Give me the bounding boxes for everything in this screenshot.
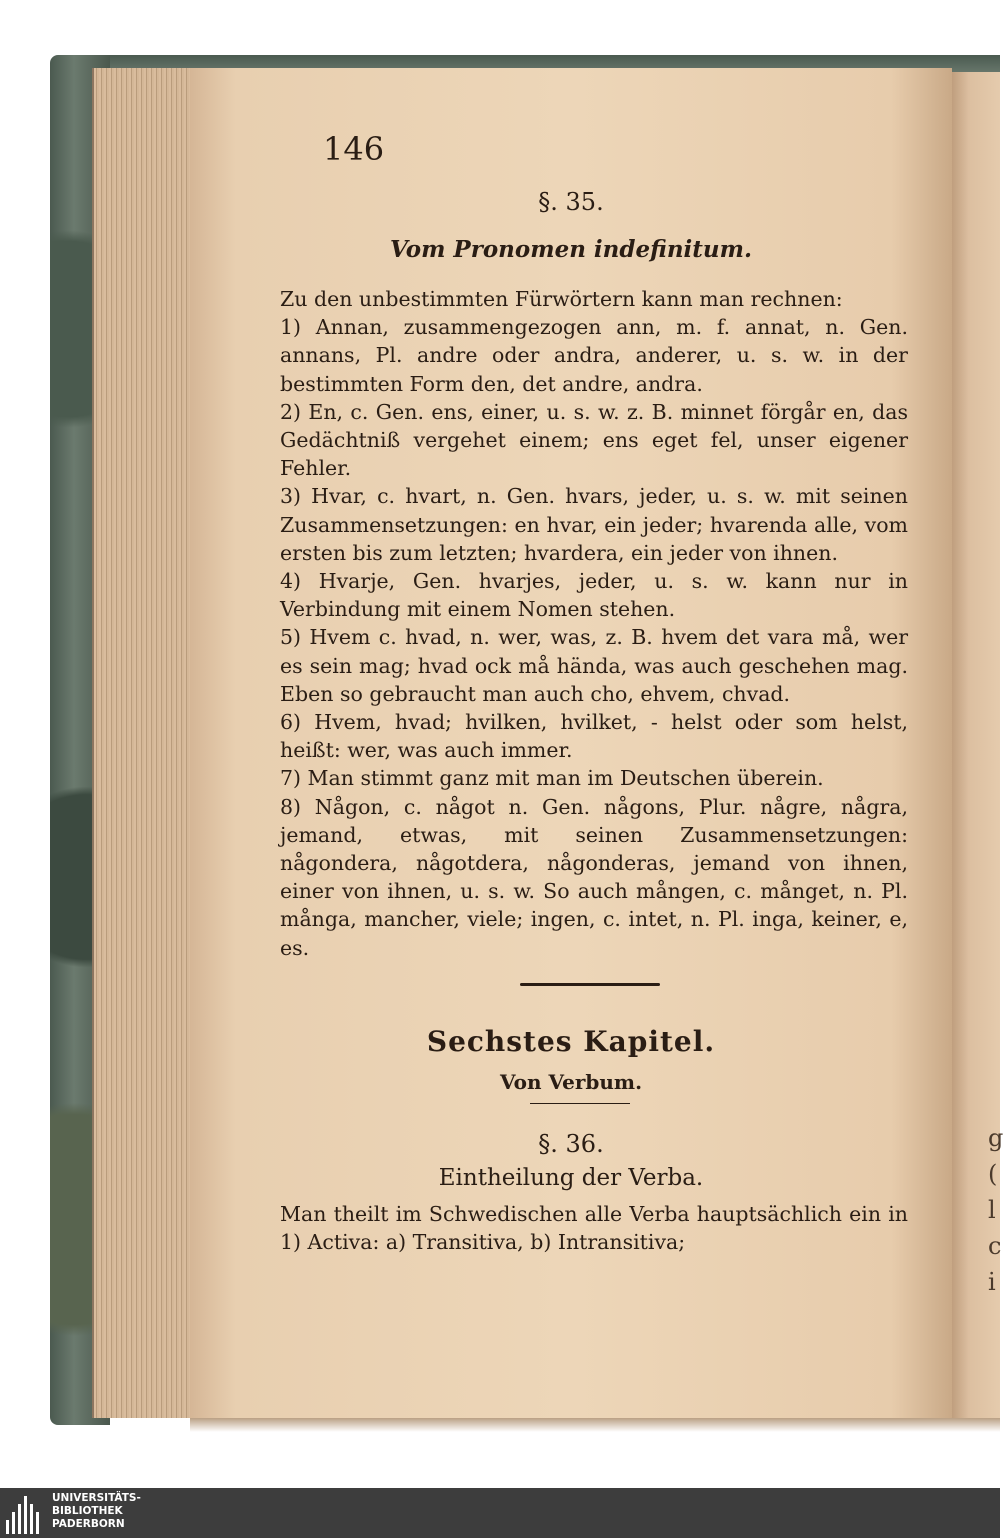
paragraph: 3) Hvar, c. hvart, n. Gen. hvars, jeder, u. s. w. mit seinen Zusammensetzungen: en hvar, ein jeder; hvarenda alle, vom ersten bis zum letzten; hvardera, ein jeder von ihnen. <box>280 484 908 565</box>
facing-glyph: ( <box>988 1160 998 1188</box>
library-name-line: BIBLIOTHEK <box>52 1505 123 1517</box>
divider-rule-small <box>530 1103 630 1104</box>
body-text <box>280 1200 908 1256</box>
section-title: Vom Pronomen indefinitum. <box>390 236 752 263</box>
page-bottom-shadow <box>190 1418 1000 1432</box>
paragraph: 2) En, c. Gen. ens, einer, u. s. w. z. B. minnet förgår en, das Gedächtniß vergehet einem; ens eget fel, unser eigener Fehler. <box>280 399 908 481</box>
library-name-line: PADERBORN <box>52 1518 125 1530</box>
library-name <box>52 1492 141 1531</box>
facing-page-glyphs <box>988 1120 1003 1300</box>
paragraph: Zu den unbestimmten Fürwörtern kann man rechnen: <box>280 287 843 311</box>
paragraph: 1) Annan, zusammengezogen ann, m. f. annat, n. Gen. annans, Pl. andre oder andra, anderer, u. s. w. in der bestimmten Form den, det andre, andra. <box>280 315 908 396</box>
paragraph: 7) Man stimmt ganz mit man im Deutschen überein. <box>280 766 824 791</box>
section-number: §. 35. <box>538 188 604 216</box>
chapter-title: Sechstes Kapitel. <box>426 1025 716 1058</box>
paragraph: 8) Någon, c. något n. Gen. någons, Plur. någre, några, jemand, etwas, mit seinen Zusammensetzungen: någondera, någotdera, någonderas, jemand von ihnen, einer von ihnen, u. s. w. So auch mången, c. månget, n. Pl. många, mancher, viele; ingen, c. intet, n. Pl. inga, keiner, e, es. <box>280 794 908 960</box>
facing-glyph: i <box>988 1268 996 1296</box>
chapter-subtitle: Von Verbum. <box>499 1070 643 1094</box>
section-title: Eintheilung der Verba. <box>438 1165 704 1191</box>
paragraph: Man theilt im Schwedischen alle Verba hauptsächlich ein in 1) Activa: a) Transitiva, b) Intransitiva; <box>280 1202 908 1255</box>
facing-glyph: g <box>988 1124 1003 1152</box>
facing-glyph: c <box>988 1232 1002 1260</box>
library-logo-icon <box>4 1494 44 1534</box>
facing-glyph: l <box>988 1196 996 1224</box>
page-number: 146 <box>323 130 385 168</box>
paragraph: 4) Hvarje, Gen. hvarjes, jeder, u. s. w. kann nur in Verbindung mit einem Nomen stehen. <box>280 569 908 622</box>
body-text <box>280 285 908 962</box>
paragraph: 6) Hvem, hvad; hvilken, hvilket, - helst oder som helst, heißt: wer, was auch immer. <box>280 710 908 763</box>
section-number: §. 36. <box>538 1130 604 1158</box>
library-footer-bar <box>0 1488 1000 1538</box>
library-name-line: UNIVERSITÄTS- <box>52 1492 141 1504</box>
page-edges <box>92 68 206 1418</box>
divider-rule <box>520 983 660 986</box>
paragraph: 5) Hvem c. hvad, n. wer, was, z. B. hvem det vara må, wer es sein mag; hvad ock må hända, was auch geschehen mag. Eben so gebraucht man auch cho, ehvem, chvad. <box>280 625 908 706</box>
